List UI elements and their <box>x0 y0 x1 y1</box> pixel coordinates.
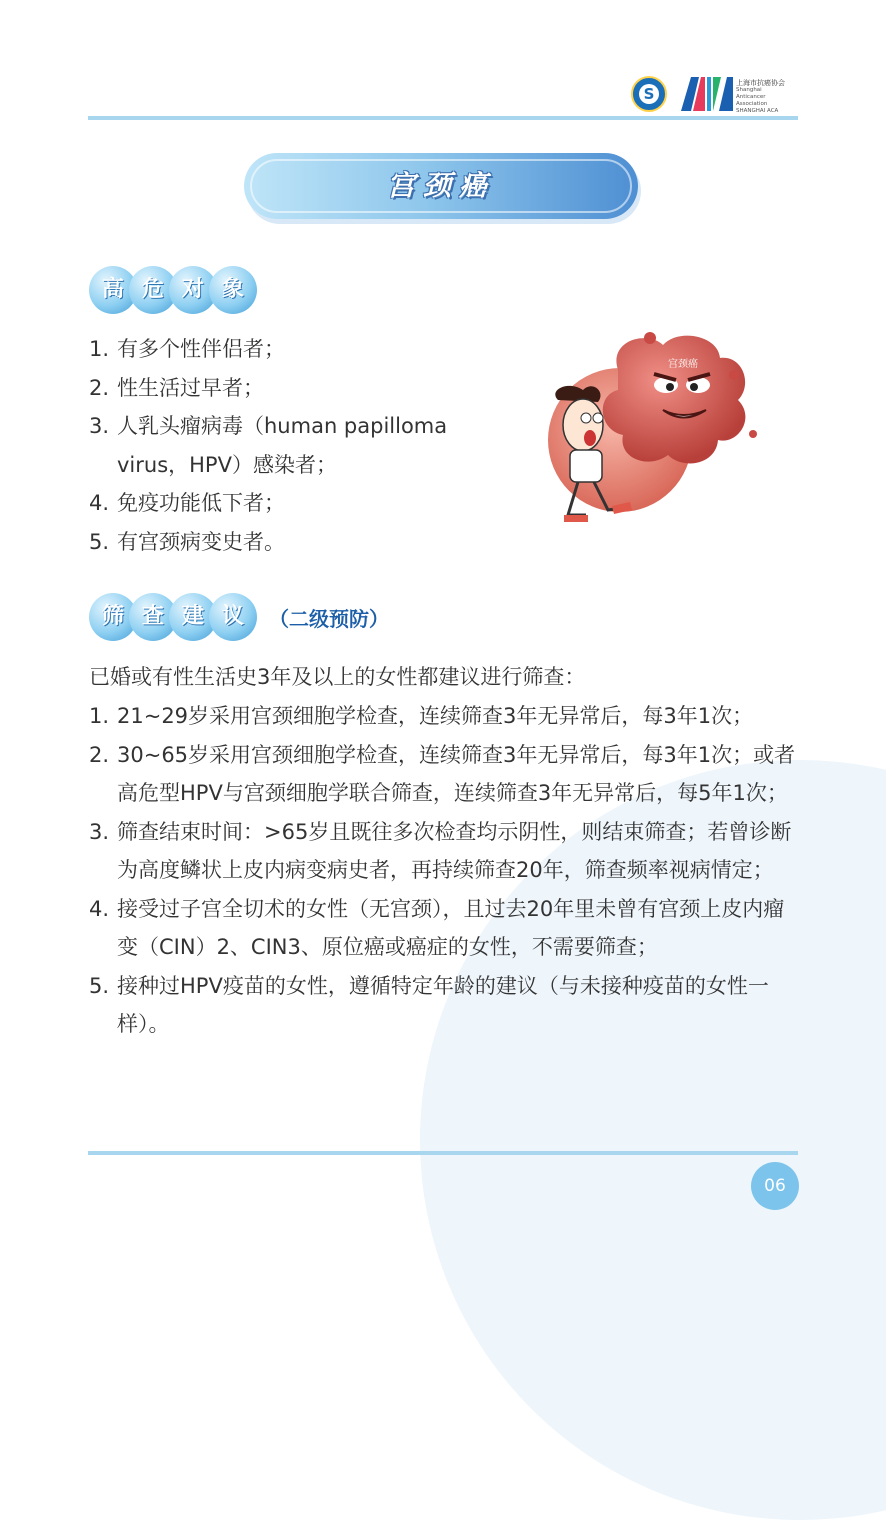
heading-bubble: 象 <box>209 266 257 314</box>
list-item: 2. 30~65岁采用宫颈细胞学检查，连续筛查3年无异常后，每3年1次；或者高危型HPV与宫颈细胞学联合筛查，连续筛查3年无异常后，每5年1次； <box>89 742 796 805</box>
heading-bubble: 建 <box>169 593 217 641</box>
footer-rule <box>88 1151 798 1155</box>
list-item: 1. 21~29岁采用宫颈细胞学检查，连续筛查3年无异常后，每3年1次； <box>89 704 754 728</box>
list-item: 4. 免疫功能低下者； <box>89 491 285 515</box>
cancer-monster-illustration <box>538 330 778 530</box>
screening-intro: 已婚或有性生活史3年及以上的女性都建议进行筛查： <box>89 665 586 689</box>
high-risk-list <box>89 330 469 561</box>
section-heading-high-risk <box>89 266 249 314</box>
health-logo-icon: S <box>631 76 667 112</box>
list-item: 2. 性生活过早者； <box>89 375 264 400</box>
heading-bubble: 议 <box>209 593 257 641</box>
heading-bubble: 对 <box>169 266 217 314</box>
heading-bubble: 筛 <box>89 593 137 641</box>
list-item: 3. 筛查结束时间：>65岁且既往多次检查均示阴性，则结束筛查；若曾诊断为高度鳞状上皮内病变病史者，再持续筛查20年，筛查频率视病情定； <box>89 819 792 882</box>
svg-text:宫颈癌: 宫颈癌 <box>668 359 698 370</box>
list-item: 5. 有宫颈病变史者。 <box>89 529 285 554</box>
header-rule <box>88 116 798 120</box>
section-heading-screening <box>89 593 389 641</box>
list-item: 4. 接受过子宫全切术的女性（无宫颈），且过去20年里未曾有宫颈上皮内瘤变（CIN）2、CIN3、原位癌或癌症的女性，不需要筛查； <box>89 896 785 959</box>
aca-logo-text: 上海市抗癌协会 Shanghai Anticancer Association SHANGHAI ACA <box>736 79 785 114</box>
list-item: 3. 人乳头瘤病毒（human papilloma virus，HPV）感染者； <box>89 414 448 477</box>
heading-note: （二级预防） <box>269 606 389 631</box>
heading-bubble: 危 <box>129 266 177 314</box>
list-item: 1. 有多个性伴侣者； <box>89 337 285 361</box>
page-number: 06 <box>751 1162 799 1210</box>
aca-logo-icon <box>681 77 733 111</box>
heading-bubble: 查 <box>129 593 177 641</box>
list-item: 5. 接种过HPV疫苗的女性，遵循特定年龄的建议（与未接种疫苗的女性一样）。 <box>89 973 769 1036</box>
title-banner <box>244 153 638 219</box>
screening-list <box>89 697 801 1044</box>
page-title: 宫颈癌 <box>386 169 495 202</box>
heading-bubble: 高 <box>89 266 137 314</box>
